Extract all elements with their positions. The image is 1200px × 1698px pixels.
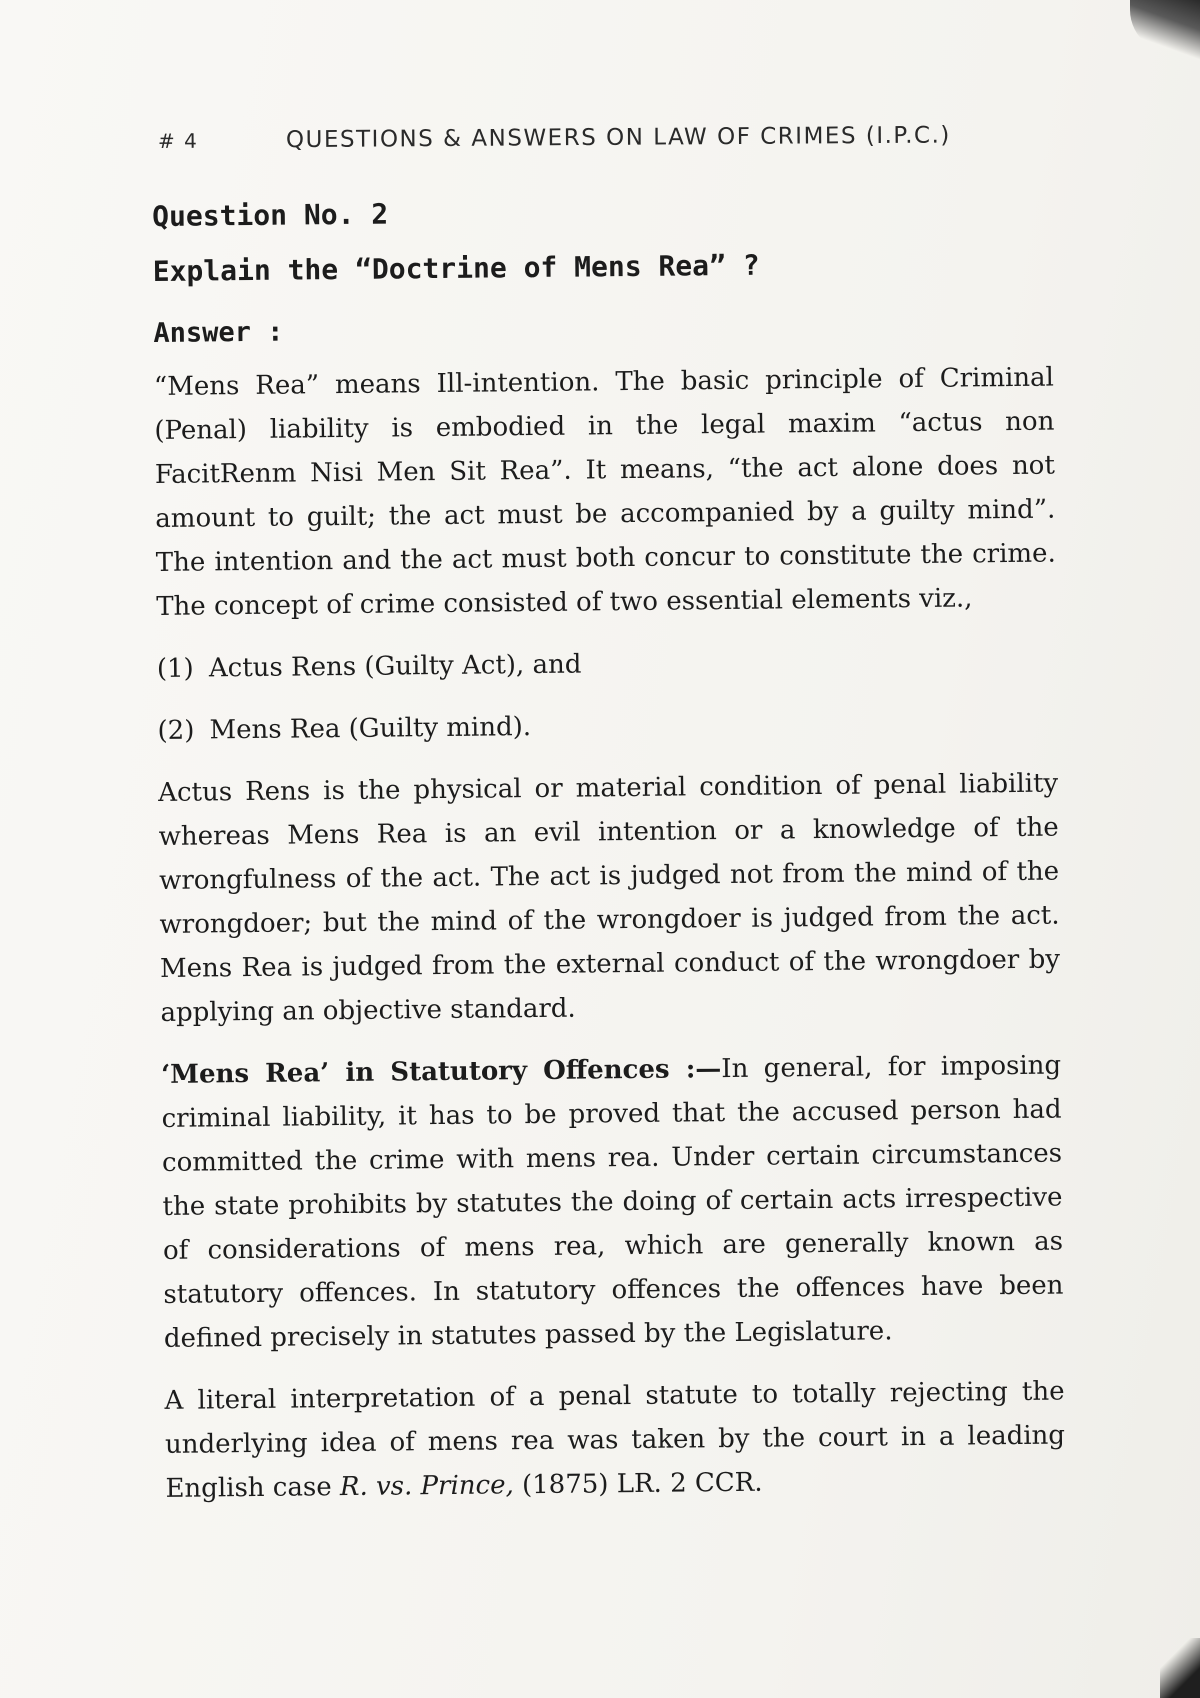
case-citation-detail: (1875) LR. 2 CCR.	[513, 1467, 763, 1501]
page-corner-shadow	[1130, 0, 1200, 60]
list-item-number: (2)	[157, 715, 195, 746]
list-item-number: (1)	[156, 653, 194, 684]
answer-paragraph-3-text: In general, for imposing criminal liability, it has to be proved that the accused person had committed the crime with mens rea. Under certain circumstances the state prohibits by statutes the doing of certain acts irrespective of considerations of mens rea, which are generally known as statutory offences. In statutory offences the offences have been defined precisely in statutes passed by the Legislature.	[161, 1050, 1064, 1354]
case-citation-name: R. vs. Prince,	[339, 1470, 514, 1503]
list-item-text: Mens Rea (Guilty mind).	[209, 712, 532, 746]
list-item	[157, 700, 1057, 753]
answer-paragraph-2: Actus Rens is the physical or material condition of penal liability whereas Mens Rea is an evil intention or a knowledge of the wrongfulness of the act. The act is judged not from the mind of the wrongdoer; but the mind of the wrongdoer is judged from the act. Mens Rea is judged from the external conduct of the wrongdoer by applying an objective standard.	[158, 768, 1061, 1028]
question-number: Question No. 2	[152, 197, 389, 233]
list-item	[157, 638, 1057, 691]
answer-paragraph-1: “Mens Rea” means Ill-intention. The basic principle of Criminal (Penal) liability is embodied in the legal maxim “actus non FacitRenm Nisi Men Sit Rea”. It means, “the act alone does not amount to guilt; the act must be accompanied by a guilty mind”. The intention and the act must both concur to constitute the crime. The concept of crime consisted of two essential elements viz.,	[153, 362, 1056, 622]
page-corner-shadow-bottom	[1160, 1638, 1200, 1698]
page-number: # 4	[157, 128, 199, 153]
page-content	[152, 191, 1066, 1529]
answer-label: Answer :	[153, 316, 284, 349]
running-title: QUESTIONS & ANSWERS ON LAW OF CRIMES (I.P.C.)	[285, 122, 951, 154]
statutory-offences-heading: ‘Mens Rea’ in Statutory Offences :—	[161, 1054, 722, 1090]
list-item-text: Actus Rens (Guilty Act), and	[208, 649, 582, 684]
answer-paragraph-3	[161, 1044, 1064, 1361]
answer-paragraph-4-text: A literal interpretation of a penal statute to totally rejecting the underlying idea of mens rea was taken by the court in a leading English case	[164, 1376, 1066, 1504]
question-title: Explain the “Doctrine of Mens Rea” ?	[152, 248, 760, 288]
answer-paragraph-4	[164, 1370, 1065, 1511]
running-header	[158, 122, 1058, 154]
